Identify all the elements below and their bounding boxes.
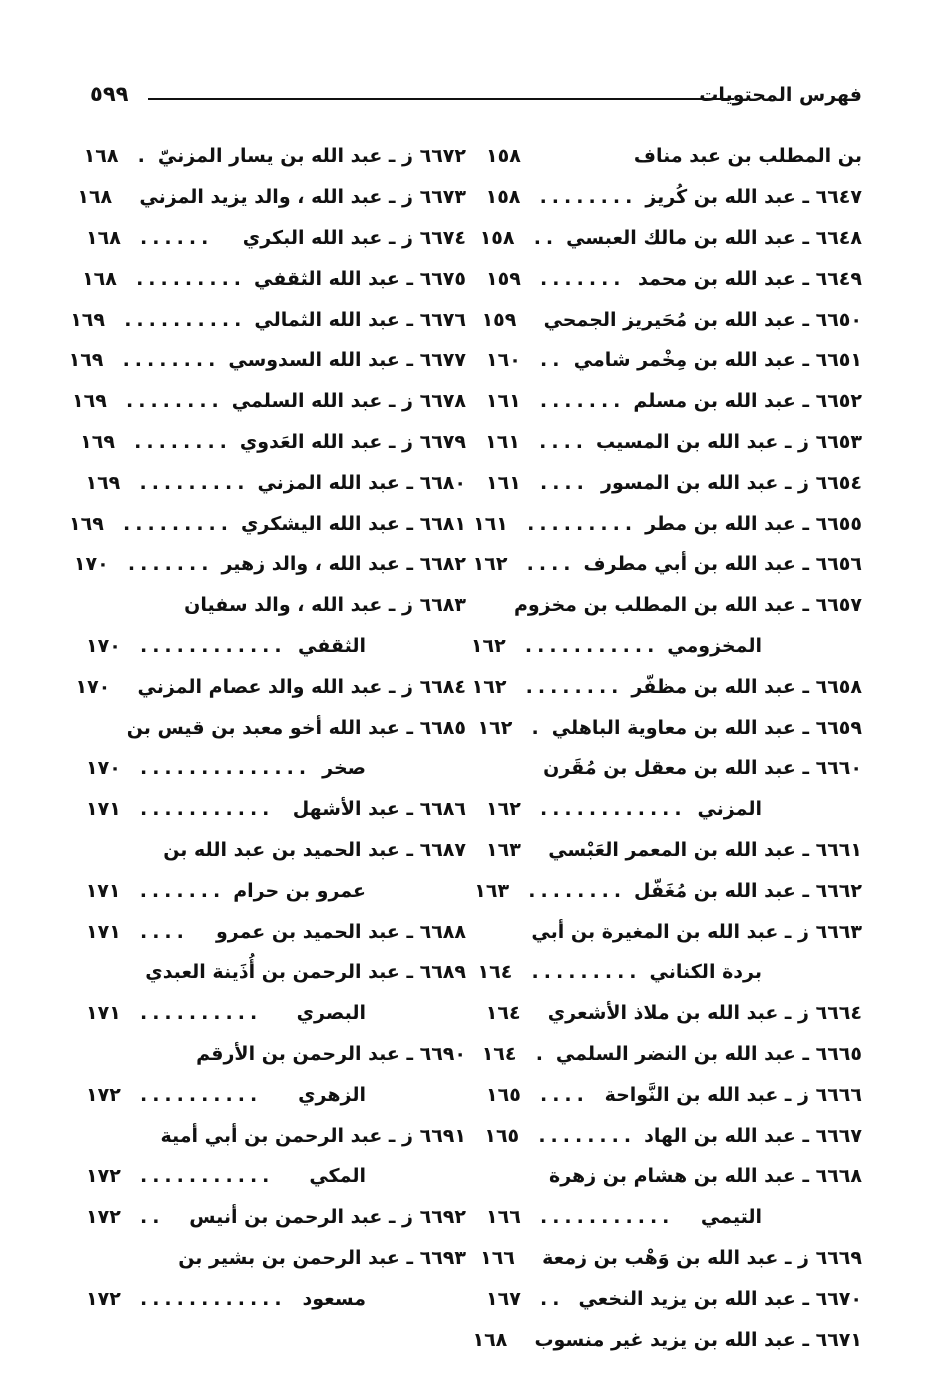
entry-title: ٦٦٧٤ ز ـ عبد الله البكري [242,226,466,249]
entry-leader-dots: ......... [531,961,642,984]
index-entry [86,585,466,626]
index-entry [486,462,862,503]
entry-leader-dots: .... [526,553,576,576]
entry-page-number: ١٧٠ [86,634,121,657]
entry-page-number: ١٦٩ [69,512,104,535]
index-entry [477,707,862,748]
entry-page-number: ١٦٢ [486,798,521,821]
entry-title: المخزومي [667,634,762,657]
entry-title: ٦٦٦٦ ز ـ عبد الله بن النَّواحة [604,1083,862,1106]
entry-page-number: ١٦٨ [77,186,113,209]
index-entry [75,666,466,707]
index-entry [86,993,466,1034]
entry-leader-dots: ......... [123,512,233,535]
entry-title: ٦٦٨٢ ـ عبد الله ، والد زهير [221,553,466,576]
entry-title: ٦٦٤٨ ـ عبد الله بن مالك العبسي [566,226,862,249]
index-entry [486,340,862,381]
index-entry [486,177,862,218]
entry-title: ٦٦٥٣ ز ـ عبد الله بن المسيب [596,430,862,453]
entry-leader-dots: ........ [122,349,221,372]
entry-title: ٦٦٥٧ ـ عبد الله بن المطلب بن مخزوم [513,594,862,617]
entry-title: ٦٦٧٥ ـ عبد الله الثقفي [254,267,466,290]
entry-leader-dots: ........ [126,390,224,413]
index-entry [68,340,466,381]
entry-page-number: ١٦٣ [486,838,521,861]
entry-leader-dots: ............ [140,1287,287,1310]
index-entry [474,870,862,911]
index-entry [470,626,862,667]
index-entry [473,503,862,544]
entry-leader-dots: .. [540,1287,565,1310]
entry-title: ٦٦٨٤ ز ـ عبد الله والد عصام المزني [137,675,466,698]
entry-leader-dots: . [137,145,150,168]
entry-page-number: ١٦٦ [480,1246,515,1269]
index-entry [481,1034,862,1075]
entry-leader-dots: ....... [539,390,626,413]
index-entry [69,503,466,544]
entry-page-number: ١٥٩ [486,267,521,290]
entry-title: ٦٦٧٧ ـ عبد الله السدوسي [228,349,466,372]
entry-title: ٦٦٧٣ ز ـ عبد الله ، والد يزيد المزني [139,186,466,209]
index-entry [486,1156,862,1197]
index-entry [72,381,466,422]
entry-title: بن المطلب بن عبد مناف [633,145,862,168]
entry-title: بردة الكناني [649,961,762,984]
entry-leader-dots: .......... [140,1083,263,1106]
entry-leader-dots: ........... [524,634,660,657]
entry-leader-dots: ...... [140,226,214,249]
entry-leader-dots: .... [539,430,589,453]
entry-title: ٦٦٨٠ ـ عبد الله المزني [257,471,466,494]
entry-leader-dots: ........... [140,1165,275,1188]
index-entry [486,258,862,299]
entry-page-number: ١٦٩ [80,430,115,453]
entry-title: التيمي [700,1206,762,1229]
entry-leader-dots: ........... [540,1206,675,1229]
entry-title: ٦٦٤٧ ـ عبد الله بن كُريز [645,186,862,209]
entry-leader-dots: ........ [528,879,627,902]
index-entry [479,218,862,259]
entry-title: ٦٦٨٦ ـ عبد الأشهل [292,798,466,821]
entry-page-number: ١٦٢ [472,553,508,576]
entry-page-number: ١٦٥ [486,1083,521,1106]
entry-title: ٦٦٧١ ـ عبد الله بن يزيد غير منسوب [534,1328,862,1351]
entry-page-number: ١٧٢ [86,1165,121,1188]
index-entry [77,177,466,218]
entry-title: ٦٦٦٥ ـ عبد الله بن النضر السلمي [555,1042,862,1065]
index-entry [486,381,862,422]
entry-page-number: ١٧١ [86,798,121,821]
entry-page-number: ١٧٠ [86,757,121,780]
entry-title: ٦٦٦٤ ز ـ عبد الله بن ملاذ الأشعري [547,1002,862,1025]
header-rule [148,98,734,100]
entry-leader-dots: ........ [134,430,232,453]
index-entry [486,830,862,871]
entry-title: ٦٦٦١ ـ عبد الله بن المعمر العَبْسي [548,838,862,861]
entry-title: ٦٦٩٣ ـ عبد الرحمن بن بشير بن [178,1246,466,1269]
entry-title: صخر [322,757,366,780]
index-entry [86,1074,466,1115]
entry-title: ٦٦٤٩ ـ عبد الله بن محمد [638,267,862,290]
entry-leader-dots: ....... [127,553,214,576]
entry-page-number: ١٦٧ [486,1287,521,1310]
entry-page-number: ١٦٢ [471,675,507,698]
entry-title: ٦٦٥٨ ـ عبد الله بن مظفّر [631,675,862,698]
entry-leader-dots: .... [540,471,589,494]
index-entry [486,911,862,952]
entry-leader-dots: ......... [136,267,247,290]
index-entry [86,1197,466,1238]
entry-page-number: ١٧٢ [86,1206,121,1229]
index-entry [486,1115,862,1156]
entry-title: ٦٦٦٠ ـ عبد الله بن معقل بن مُقَرن [543,757,862,780]
entry-title: الزهري [298,1083,366,1106]
entry-title: ٦٦٦٧ ـ عبد الله بن الهاد [644,1124,862,1147]
index-entry [486,789,862,830]
index-entry [83,136,466,177]
entry-leader-dots: ........ [538,1124,637,1147]
entry-title: عمرو بن حرام [233,879,366,902]
entry-title: ٦٦٦٢ ـ عبد الله بن مُغَفّل [634,879,862,902]
index-entry [86,1238,466,1279]
entry-title: ٦٦٦٩ ز ـ عبد الله بن وَهْب بن زمعة [542,1246,862,1269]
entry-title: ٦٦٨١ ـ عبد الله اليشكري [241,512,466,535]
entry-page-number: ١٦٩ [68,349,104,372]
entry-title: المكي [309,1165,366,1188]
entry-title: ٦٦٧٩ ز ـ عبد الله العَدوي [239,430,466,453]
index-column-left [68,136,466,1356]
index-entry [486,1278,862,1319]
page-number: ٥٩٩ [90,82,129,106]
index-entry [86,911,466,952]
entry-leader-dots: ........ [539,186,638,209]
entry-page-number: ١٦٢ [470,634,506,657]
entry-leader-dots: . [535,1042,548,1065]
entry-leader-dots: .............. [140,757,312,780]
entry-title: ٦٦٥١ ـ عبد الله بن مِخْمر شامي [573,349,862,372]
index-entry [86,1034,466,1075]
entry-leader-dots: ....... [540,267,626,290]
entry-page-number: ١٦٥ [484,1124,520,1147]
index-entry [486,136,862,177]
entry-page-number: ١٦٨ [82,267,117,290]
entry-page-number: ١٦١ [473,512,508,535]
entry-title: ٦٦٧٢ ز ـ عبد الله بن يسار المزنيّ [157,145,466,168]
entry-page-number: ١٥٩ [481,308,517,331]
entry-title: ٦٦٨٣ ز ـ عبد الله ، والد سفيان [184,594,466,617]
entry-page-number: ١٥٨ [485,186,521,209]
entry-page-number: ١٦٢ [477,716,513,739]
entry-page-number: ١٦٩ [72,390,107,413]
entry-page-number: ١٧٠ [73,553,109,576]
entry-page-number: ١٦١ [485,390,521,413]
entry-leader-dots: ............ [540,798,687,821]
entry-page-number: ١٦٤ [481,1042,517,1065]
entry-leader-dots: .......... [124,308,247,331]
entry-title: ٦٦٥٩ ـ عبد الله بن معاوية الباهلي [551,716,862,739]
index-entry [86,218,466,259]
entry-title: ٦٦٨٩ ـ عبد الرحمن بن أُذَينة العبدي [145,961,466,984]
index-entry [486,993,862,1034]
entry-page-number: ١٦٨ [86,226,121,249]
entry-page-number: ١٥٨ [486,145,521,168]
index-entry [86,707,466,748]
entry-page-number: ١٧٠ [75,675,111,698]
index-entry [472,544,862,585]
entry-title: ٦٦٥٤ ز ـ عبد الله بن المسور [601,471,862,494]
index-entry [477,952,862,993]
entry-leader-dots: .. [540,349,565,372]
entry-title: ٦٦٨٥ ـ عبد الله أخو معبد بن قيس بن [126,716,466,739]
entry-page-number: ١٧١ [85,879,121,902]
entry-page-number: ١٦٨ [472,1328,508,1351]
entry-title: ٦٦٥٢ ـ عبد الله بن مسلم [633,390,862,413]
entry-page-number: ١٦٩ [70,308,105,331]
index-entry [86,748,466,789]
entry-title: ٦٦٦٣ ز ـ عبد الله بن المغيرة بن أبي [531,920,862,943]
index-entry [86,462,466,503]
entry-title: ٦٦٩٢ ز ـ عبد الرحمن بن أنيس [189,1206,466,1229]
index-entry [481,299,862,340]
index-entry [486,1197,862,1238]
entry-leader-dots: ......... [139,471,250,494]
entry-page-number: ١٦٣ [474,879,510,902]
index-entry [86,789,466,830]
index-entry [86,1156,466,1197]
entry-page-number: ١٦٨ [83,145,119,168]
entry-leader-dots: ........... [140,798,275,821]
entry-title: مسعود [302,1287,366,1310]
entry-title: ٦٦٥٠ ـ عبد الله بن مُحَيريز الجمحي [543,308,862,331]
index-entry [486,1074,862,1115]
entry-page-number: ١٦١ [486,471,521,494]
index-entry [86,830,466,871]
entry-title: ٦٦٩٠ ـ عبد الرحمن بن الأرقم [196,1042,466,1065]
entry-page-number: ١٦٠ [486,349,521,372]
index-entry [480,1238,862,1279]
entry-leader-dots: .. [140,1206,165,1229]
entry-title: ٦٦٨٨ ـ عبد الحميد بن عمرو [215,920,466,943]
entry-title: البصري [296,1002,366,1025]
entry-page-number: ١٥٨ [479,226,515,249]
entry-title: ٦٦٧٦ ـ عبد الله الثمالي [254,308,466,331]
entry-title: ٦٦٥٦ ـ عبد الله بن أبي مطرف [583,553,862,576]
entry-leader-dots: . [531,716,544,739]
index-entry [486,585,862,626]
entry-page-number: ١٦٩ [85,471,121,494]
entry-page-number: ١٦٤ [477,961,513,984]
index-entry [86,952,466,993]
entry-page-number: ١٦٤ [485,1002,521,1025]
entry-page-number: ١٧٢ [86,1083,121,1106]
entry-title: ٦٦٦٨ ـ عبد الله بن هشام بن زهرة [548,1165,862,1188]
entry-page-number: ١٧١ [86,1002,121,1025]
entry-title: ٦٦٧٨ ز ـ عبد الله السلمي [231,390,466,413]
index-entry [82,258,466,299]
entry-page-number: ١٦١ [485,430,520,453]
entry-leader-dots: ........ [525,675,624,698]
index-entry [471,666,862,707]
entry-leader-dots: ............ [140,634,287,657]
page-header [90,82,862,116]
index-entry [86,1278,466,1319]
index-entry [486,748,862,789]
entry-leader-dots: .......... [140,1002,263,1025]
index-entry [486,422,862,463]
index-entry [80,422,466,463]
page-title: فهرس المحتويات [699,84,862,106]
entry-page-number: ١٧١ [86,920,121,943]
index-entry [86,626,466,667]
entry-title: ٦٦٧٠ ـ عبد الله بن يزيد النخعي [578,1287,862,1310]
index-entry [70,299,466,340]
entry-leader-dots: .. [533,226,559,249]
index-entry [73,544,466,585]
entry-title: الثقفي [298,634,366,657]
entry-title: ٦٦٩١ ز ـ عبد الرحمن بن أبي أمية [160,1124,466,1147]
index-entry [86,1115,466,1156]
entry-title: ٦٦٨٧ ـ عبد الحميد بن عبد الله بن [163,838,466,861]
entry-title: المزني [697,798,762,821]
index-entry [86,870,466,911]
entry-leader-dots: .... [140,920,189,943]
index-column-right [470,136,862,1356]
entry-leader-dots: ....... [139,879,226,902]
entry-leader-dots: ......... [527,512,638,535]
entry-page-number: ١٦٦ [486,1206,521,1229]
entry-title: ٦٦٥٥ ـ عبد الله بن مطر [645,512,862,535]
entry-leader-dots: .... [540,1083,589,1106]
index-entry [472,1319,862,1360]
entry-page-number: ١٧٢ [86,1287,121,1310]
